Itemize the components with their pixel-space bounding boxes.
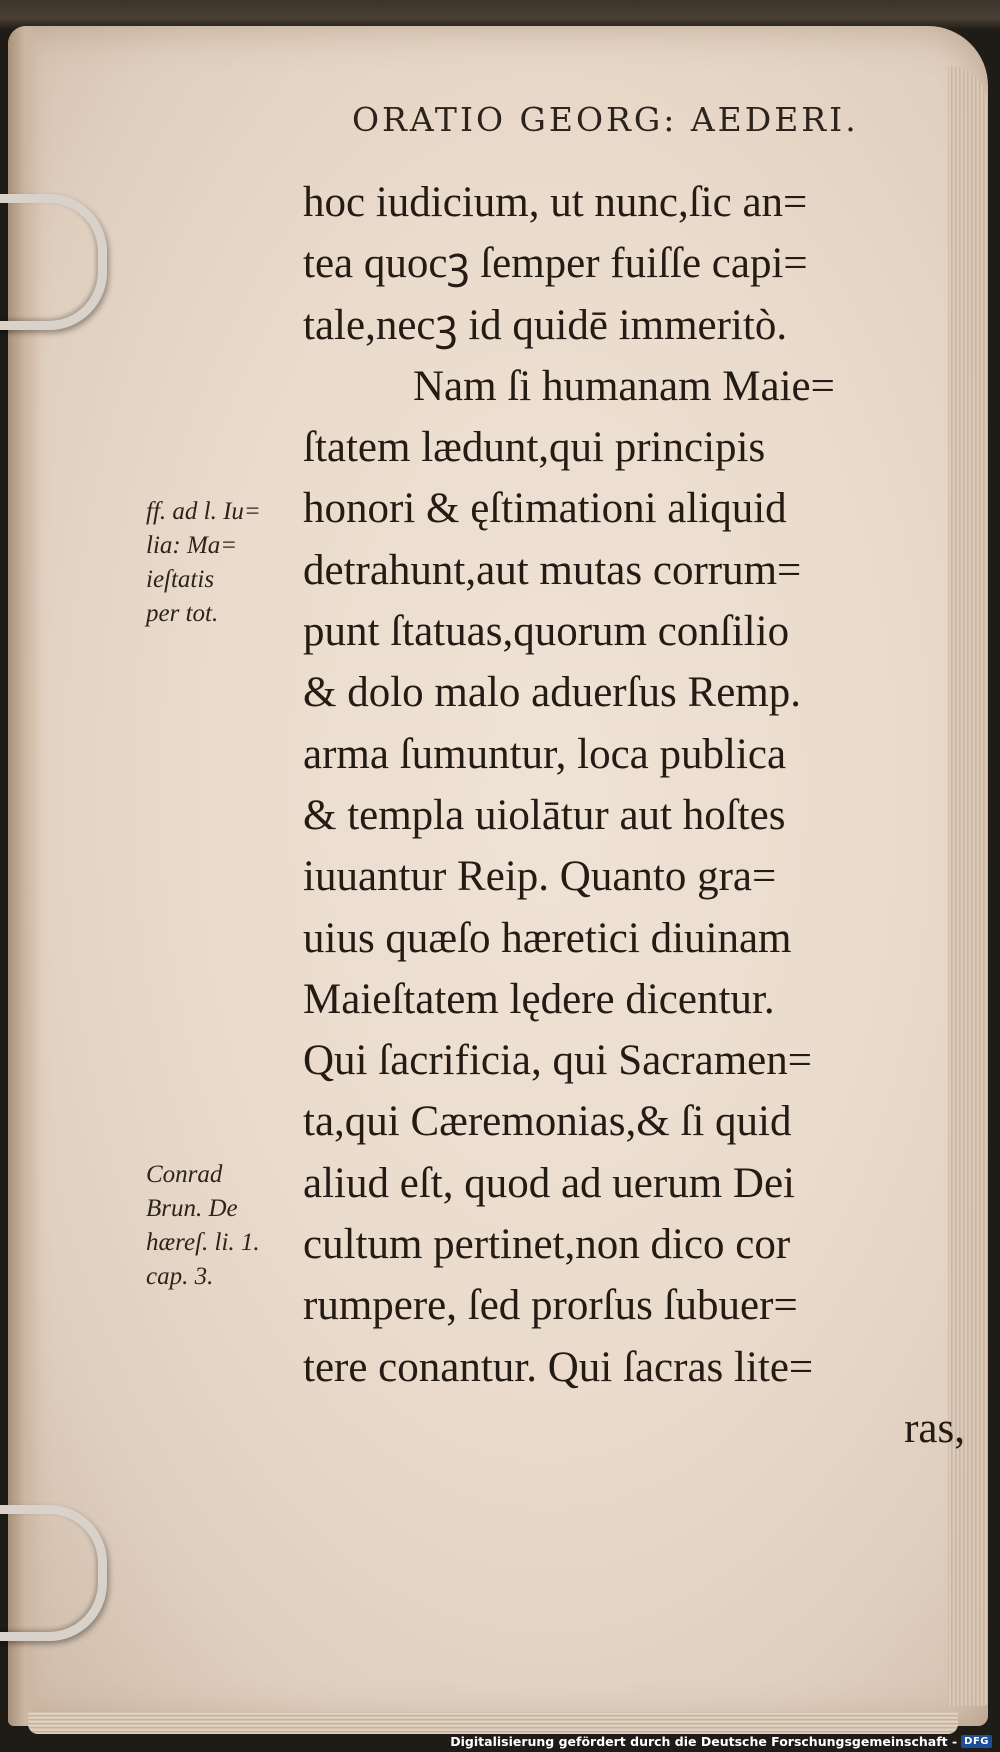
catchword: ras, (904, 1404, 965, 1452)
text-line-19: rumpere, ſed prorſus ſubuer= (303, 1282, 798, 1330)
text-line-13: uius quæſo hæretici diuinam (303, 914, 792, 962)
marginal-note-line: Conrad (146, 1161, 223, 1188)
marginal-note-line: hæreſ. li. 1. (146, 1229, 260, 1256)
text-line-18: cultum pertinet,non dico cor (303, 1221, 791, 1269)
page-bottom-edge (28, 1712, 958, 1734)
text-line-14: Maieſtatem lędere dicentur. (303, 975, 775, 1023)
text-line-10: arma ſumuntur, loca publica (303, 730, 787, 778)
text-line-17: aliud eſt, quod ad uerum Dei (303, 1159, 795, 1207)
main-text-block (303, 172, 971, 1459)
text-line-20: tere conantur. Qui ſacras lite= (303, 1343, 814, 1391)
marginal-note-digest (146, 495, 261, 631)
marginal-note-line: ieſtatis (146, 566, 215, 593)
marginal-note-conrad-brun (146, 1158, 260, 1294)
marginal-note-line: Brun. De (146, 1195, 238, 1222)
credit-text: Digitalisierung gefördert durch die Deutsche Forschungsgemeinschaft - (450, 1734, 958, 1749)
text-line-1: hoc iudicium, ut nunc,ſic an= (303, 179, 808, 226)
text-line-2: tea quocꝫ ſemper fuiſſe capi= (303, 240, 808, 288)
paper-clip-bottom (0, 1505, 107, 1641)
digitization-credit (450, 1734, 992, 1749)
marginal-note-line: cap. 3. (146, 1263, 214, 1290)
running-head: ORATIO GEORG: AEDERI. (352, 100, 859, 139)
text-line-5: ſtatem lædunt,qui principis (303, 424, 766, 472)
text-line-15: Qui ſacrificia, qui Sacramen= (303, 1037, 812, 1085)
dfg-logo-icon: DFG (961, 1735, 992, 1748)
text-line-6: honori & ęſtimationi aliquid (303, 485, 787, 533)
marginal-note-line: lia: Ma= (146, 532, 238, 559)
text-line-8: punt ſtatuas,quorum conſilio (303, 608, 790, 656)
paper-clip-top (0, 194, 107, 330)
text-line-16: ta,qui Cæremonias,& ſi quid (303, 1098, 792, 1146)
text-line-4: Nam ſi humanam Maie= (413, 362, 835, 410)
text-line-7: detrahunt,aut mutas corrum= (303, 546, 802, 594)
text-line-3: tale,necꝫ id quidē immeritò. (303, 301, 788, 349)
marginal-note-line: ff. ad l. Iu= (146, 498, 261, 525)
marginal-note-line: per tot. (146, 600, 219, 627)
text-line-9: & dolo malo aduerſus Remp. (303, 669, 802, 717)
text-line-12: iuuantur Reip. Quanto gra= (303, 853, 777, 901)
text-line-11: & templa uiolātur aut hoſtes (303, 791, 786, 839)
